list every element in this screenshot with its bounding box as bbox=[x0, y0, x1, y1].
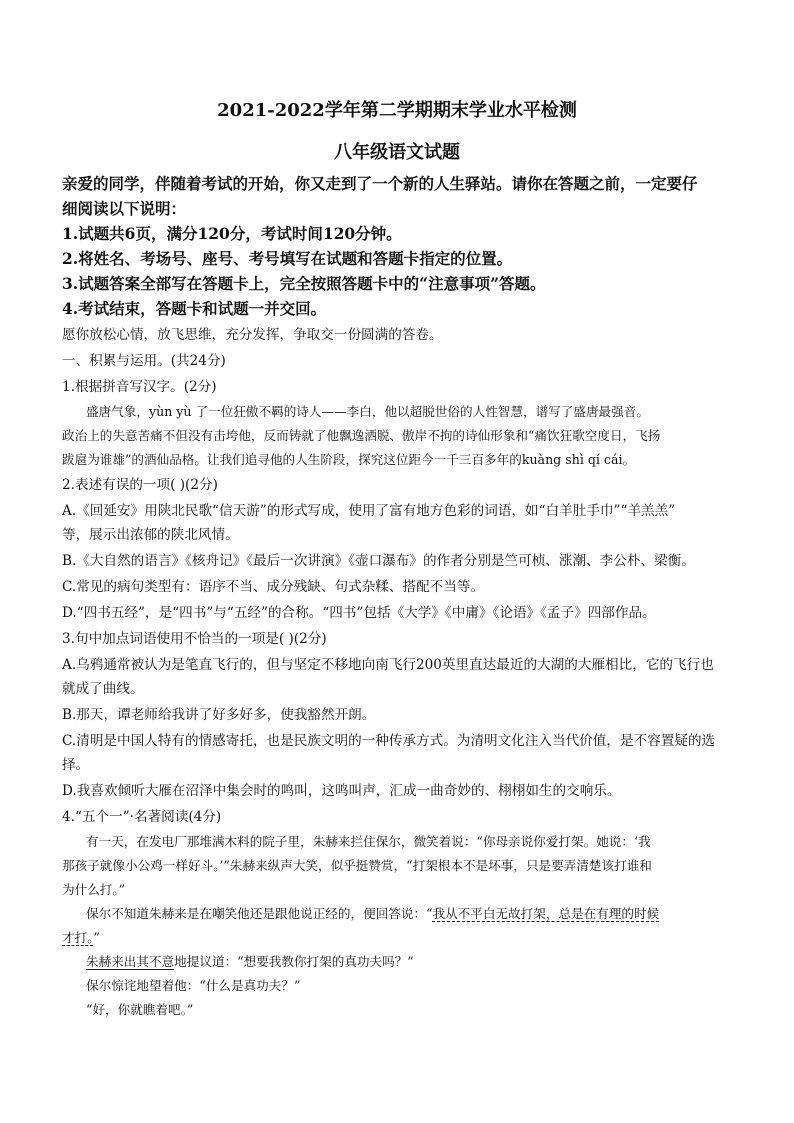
q4-underlined-quote: 我从不平白无故打架，总是在有理的时候 bbox=[432, 906, 660, 921]
q4-passage-line-7: 保尔惊诧地望着他：“什么是真功夫？” bbox=[86, 978, 301, 993]
q3-stem: 3.句中加点词语使用不恰当的一项是( )(2分) bbox=[62, 631, 327, 647]
q2-option-c: C.常见的病句类型有：语序不当、成分残缺、句式杂糅、搭配不当等。 bbox=[62, 579, 485, 595]
q3-option-a-line-1: A.乌鸦通常被认为是笔直飞行的，但与坚定不移地向南飞行200英里直达最近的大湖的大雁相比，它的飞行也 bbox=[62, 657, 714, 673]
q2-option-a-line-1: A.《回延安》用陕北民歌“信天游”的形式写成，使用了富有地方色彩的词语，如“白羊肚手巾”“羊羔羔” bbox=[62, 503, 676, 519]
rule-3: 3.试题答案全部写在答题卡上，完全按照答题卡中的“注意事项”答题。 bbox=[62, 274, 546, 293]
q4-line-6-text: 地提议道：“想要我教你打架的真功夫吗？” bbox=[174, 954, 414, 969]
rule-2: 2.将姓名、考场号、座号、考号填写在试题和答题卡指定的位置。 bbox=[62, 249, 513, 268]
q4-line-5-text: ” bbox=[93, 930, 100, 945]
intro-line-2: 细阅读以下说明： bbox=[62, 199, 187, 218]
q4-line-4-text: 保尔不知道朱赫来是在嘲笑他还是跟他说正经的，便回答说：“ bbox=[86, 906, 433, 921]
q4-passage-line-6 bbox=[86, 951, 742, 970]
wish-line: 愿你放松心情，放飞思维，充分发挥，争取交一份圆满的答卷。 bbox=[62, 327, 443, 343]
q4-passage-line-8: “好，你就瞧着吧。” bbox=[86, 1002, 194, 1017]
q4-passage-line-4 bbox=[86, 903, 742, 922]
q1-passage-line-3: 跋扈为谁雄”的酒仙品格。让我们追寻他的人生阶段，探究这位距今一千三百多年的kuàng shì qí cái。 bbox=[62, 452, 636, 467]
q4-stem: 4.“五个一”·名著阅读(4分) bbox=[62, 809, 222, 825]
q3-option-c-line-2: 择。 bbox=[62, 757, 90, 773]
q4-passage-line-3: 为什么打。” bbox=[62, 882, 126, 897]
rule-1: 1.试题共6页，满分120分，考试时间120分钟。 bbox=[62, 224, 402, 243]
q4-underlined-phrase: 朱赫来出其不意 bbox=[86, 954, 175, 969]
q4-passage-line-1: 有一天，在发电厂那堆满木料的院子里，朱赫来拦住保尔，微笑着说：“你母亲说你爱打架。她说：‘我 bbox=[86, 834, 651, 849]
q4-passage-line-2: 那孩子就像小公鸡一样好斗。’”朱赫来纵声大笑，似乎挺赞赏，“打架根本不是坏事，只是要弄清楚该打谁和 bbox=[62, 858, 652, 873]
q3-option-b: B.那天，谭老师给我讲了好多好多，使我豁然开朗。 bbox=[62, 707, 376, 723]
q1-passage-line-1: 盛唐气象，yùn yù 了一位狂傲不羁的诗人——李白，他以超脱世俗的人性智慧，谱写了盛唐最强音。 bbox=[86, 404, 649, 419]
rule-4: 4.考试结束，答题卡和试题一并交回。 bbox=[62, 299, 327, 318]
q2-stem: 2.表述有误的一项( )(2分) bbox=[62, 477, 218, 493]
q2-option-b: B.《大自然的语言》《核舟记》《最后一次讲演》《壶口瀑布》的作者分别是竺可桢、涨潮、李公朴、梁衡。 bbox=[62, 553, 695, 569]
exam-title: 2021-2022学年第二学期期末学业水平检测 bbox=[217, 100, 577, 121]
q2-option-a-line-2: 等，展示出浓郁的陕北风情。 bbox=[62, 527, 239, 543]
q4-underlined-quote-end: 才打。 bbox=[62, 930, 94, 945]
q2-option-d: D.“四书五经”，是“四书”与“五经”的合称。“四书”包括《大学》《中庸》《论语》《孟子》四部作品。 bbox=[62, 605, 656, 621]
q1-passage-line-2: 政治上的失意苦痛不但没有击垮他，反而铸就了他飘逸洒脱、傲岸不拘的诗仙形象和“痛饮狂歌空度日，飞扬 bbox=[62, 428, 661, 443]
intro-line-1: 亲爱的同学，伴随着考试的开始，你又走到了一个新的人生驿站。请你在答题之前，一定要仔 bbox=[62, 174, 698, 193]
exam-subtitle: 八年级语文试题 bbox=[334, 142, 460, 163]
q4-passage-line-5 bbox=[62, 927, 742, 946]
q1-stem: 1.根据拼音写汉字。(2分) bbox=[62, 379, 217, 395]
q3-option-d: D.我喜欢倾听大雁在沼泽中集会时的鸣叫，这鸣叫声，汇成一曲奇妙的、栩栩如生的交响乐。 bbox=[62, 783, 621, 799]
q3-option-a-line-2: 就成了曲线。 bbox=[62, 681, 144, 697]
q3-option-c-line-1: C.清明是中国人特有的情感寄托，也是民族文明的一种传承方式。为清明文化注入当代价值，是不容置疑的选 bbox=[62, 733, 716, 749]
section-heading: 一、积累与运用。(共24分) bbox=[62, 353, 226, 369]
